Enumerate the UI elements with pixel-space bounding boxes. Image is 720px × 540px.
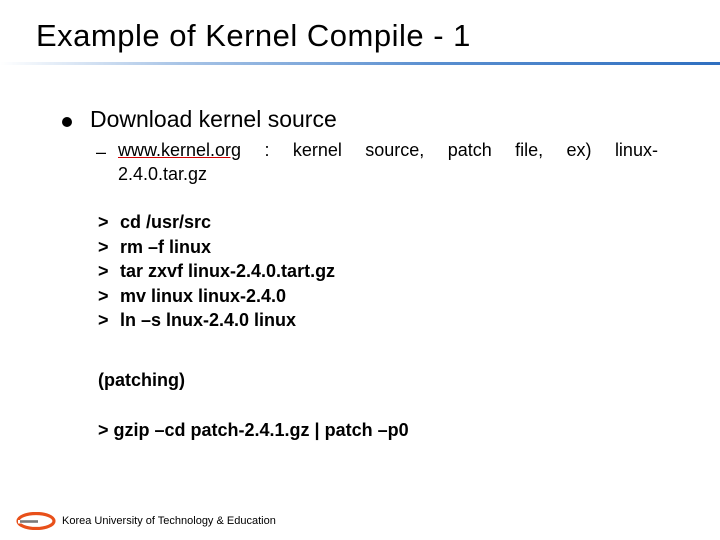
bullet-dot xyxy=(62,117,72,127)
command-row xyxy=(98,284,335,309)
sub-word: patch xyxy=(447,140,492,160)
title-underline xyxy=(0,62,720,65)
sub-word: kernel xyxy=(292,140,342,160)
command-prompt: > xyxy=(98,236,109,257)
footer-text: Korea University of Technology & Education xyxy=(62,515,276,527)
kernel-org-link[interactable]: www.kernel.org xyxy=(118,140,242,160)
command-prompt: > xyxy=(98,310,109,330)
patching-label: (patching) xyxy=(98,370,185,390)
sub-word: file, xyxy=(515,140,544,160)
command-text: ln –s lnux-2.4.0 linux xyxy=(120,310,297,330)
university-logo-icon xyxy=(16,512,56,530)
sub-word: linux- xyxy=(614,140,658,160)
command-text: mv linux linux-2.4.0 xyxy=(120,285,287,306)
slide-title: Example of Kernel Compile - 1 xyxy=(36,18,471,53)
sub-word: ex) xyxy=(566,140,592,160)
sub-bullet-dash: – xyxy=(96,142,107,162)
bullet-text: Download kernel source xyxy=(90,106,337,132)
sub-word: source, xyxy=(365,140,425,160)
sub-bullet-line xyxy=(118,140,658,161)
sub-bullet-continuation: 2.4.0.tar.gz xyxy=(118,164,208,184)
command-row xyxy=(98,308,335,333)
command-row xyxy=(98,235,335,260)
command-text: cd /usr/src xyxy=(120,212,212,232)
command-list xyxy=(98,210,335,333)
command-row xyxy=(98,210,335,235)
command-row xyxy=(98,259,335,284)
command-text: tar zxvf linux-2.4.0.tart.gz xyxy=(120,261,336,281)
command-prompt: > xyxy=(98,261,109,281)
sub-word: : xyxy=(264,140,270,160)
command-text: rm –f linux xyxy=(120,236,212,257)
gzip-command: > gzip –cd patch-2.4.1.gz | patch –p0 xyxy=(98,420,409,440)
command-prompt: > xyxy=(98,212,109,232)
command-prompt: > xyxy=(98,285,109,306)
